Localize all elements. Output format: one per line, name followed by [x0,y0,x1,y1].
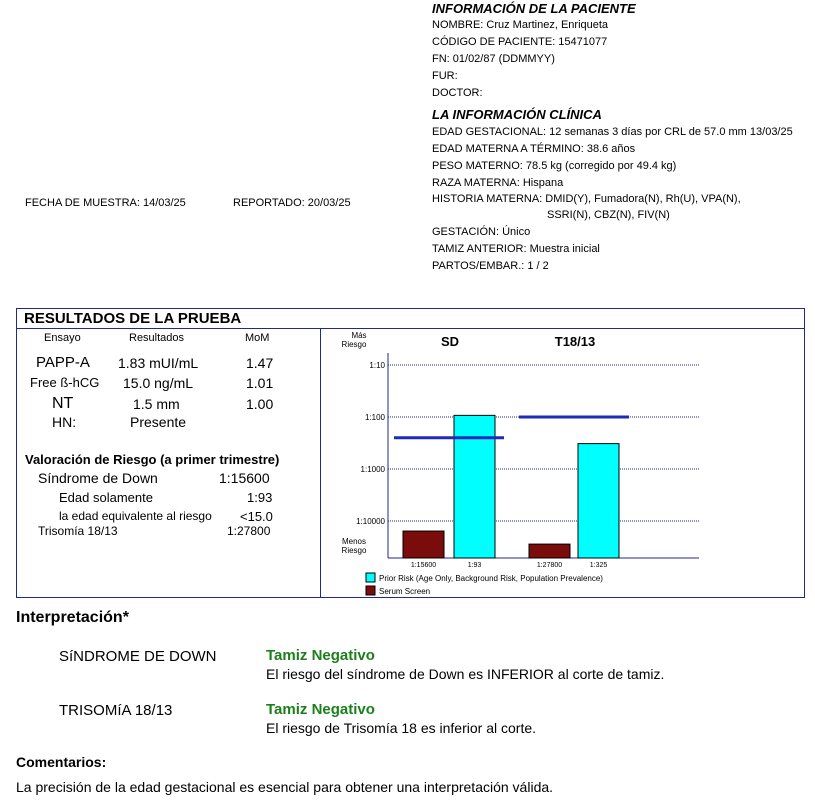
legend-label-1: Serum Screen [379,587,431,596]
col-assay-header: Ensayo [44,332,81,344]
sample-date: FECHA DE MUESTRA: 14/03/25 [25,197,186,209]
mom-papp-a: 1.47 [246,355,274,371]
serum-value-label-1: 1:27800 [536,562,563,569]
maternal-race: RAZA MATERNA: Hispana [432,177,564,189]
maternal-weight: PESO MATERNO: 78.5 kg (corregido por 49.4 kg) [432,160,677,172]
y-bottom-label-line2: Riesgo [341,546,367,555]
down-risk-value: 1:15600 [219,470,270,486]
age-only-label: Edad solamente [59,490,153,505]
patient-doctor: DOCTOR: [432,87,483,99]
legend-swatch-1 [366,586,375,595]
patient-name: NOMBRE: Cruz Martinez, Enriqueta [432,19,609,31]
mom-nt: 1.00 [246,396,274,412]
prior-screen: TAMIZ ANTERIOR: Muestra inicial [432,243,600,255]
results-panel [16,308,805,598]
y-tick-label: 1:10 [369,361,385,370]
legend-swatch-0 [366,573,375,582]
down-risk-label: Síndrome de Down [38,470,158,486]
y-tick-label: 1:1000 [360,465,385,474]
patient-fur: FUR: [432,70,458,82]
col-results-header: Resultados [129,332,185,344]
interp-t18-label: TRISOMíA 18/13 [59,702,173,719]
y-top-label-line1: Más [351,331,367,340]
interp-down-text: El riesgo del síndrome de Down es INFERIOR al corte de tamiz. [266,666,665,682]
serum-bar-1 [529,544,570,558]
y-bottom-label-line1: Menos [341,537,367,546]
equiv-age-value: <15.0 [240,509,273,524]
patient-dob: FN: 01/02/87 (DDMMYY) [432,53,555,65]
interp-t18-text: El riesgo de Trisomía 18 es inferior al corte. [266,720,537,736]
gestational-age: EDAD GESTACIONAL: 12 semanas 3 días por CRL de 57.0 mm 13/03/25 [432,126,793,138]
risk-heading: Valoración de Riesgo (a primer trimestre) [25,452,280,467]
y-top-label-line2: Riesgo [341,340,367,349]
serum-value-label-0: 1:15600 [410,562,437,569]
mom-free-hcg: 1.01 [246,375,274,391]
serum-bar-0 [403,531,444,558]
result-papp-a: 1.83 mUI/mL [118,355,199,371]
result-nt: 1.5 mm [133,396,180,412]
gestation-type: GESTACIÓN: Único [432,226,531,238]
t18-label: Trisomía 18/13 [38,524,118,538]
prior-bar-1 [578,444,619,558]
patient-code: CÓDIGO DE PACIENTE: 15471077 [432,36,608,48]
interpretation-heading: Interpretación* [16,609,129,626]
equiv-age-label: la edad equivalente al riesgo [59,509,212,523]
maternal-history: HISTORIA MATERNA: DMID(Y), Fumadora(N), Rh(U), VPA(N), [432,193,741,205]
results-title: RESULTADOS DE LA PRUEBA [17,309,804,329]
group-title-0: SD [440,334,460,349]
clinical-info-heading: LA INFORMACIÓN CLÍNICA [432,107,602,122]
assay-free-hcg: Free ß-hCG [30,375,100,390]
y-tick-label: 1:10000 [356,517,385,526]
interp-down-label: SíNDROME DE DOWN [59,648,217,665]
assay-nt: NT [52,395,74,412]
maternal-age: EDAD MATERNA A TÉRMINO: 38.6 años [432,143,636,155]
comments-heading: Comentarios: [16,754,107,770]
assay-papp-a: PAPP-A [36,354,90,371]
group-title-1: T18/13 [554,334,596,349]
result-hn: Presente [130,414,187,430]
result-free-hcg: 15.0 ng/mL [123,375,194,391]
t18-value: 1:27800 [227,524,271,538]
comments-text: La precisión de la edad gestacional es esencial para obtener una interpretación válida. [16,779,554,795]
col-mom-header: MoM [245,332,270,344]
y-tick-label: 1:100 [364,413,385,422]
prior-value-label-0: 1:93 [467,562,482,569]
assay-hn: HN: [52,414,77,430]
interp-down-result: Tamiz Negativo [266,647,375,664]
parity: PARTOS/EMBAR.: 1 / 2 [432,260,549,272]
risk-chart [321,329,805,598]
maternal-history-cont: SSRI(N), CBZ(N), FIV(N) [547,209,670,221]
patient-info-heading: INFORMACIÓN DE LA PACIENTE [432,1,636,16]
legend-label-0: Prior Risk (Age Only, Background Risk, Population Prevalence) [379,574,603,583]
prior-value-label-1: 1:325 [589,562,608,569]
age-only-value: 1:93 [247,490,273,505]
reported-date: REPORTADO: 20/03/25 [233,197,351,209]
interp-t18-result: Tamiz Negativo [266,701,375,718]
